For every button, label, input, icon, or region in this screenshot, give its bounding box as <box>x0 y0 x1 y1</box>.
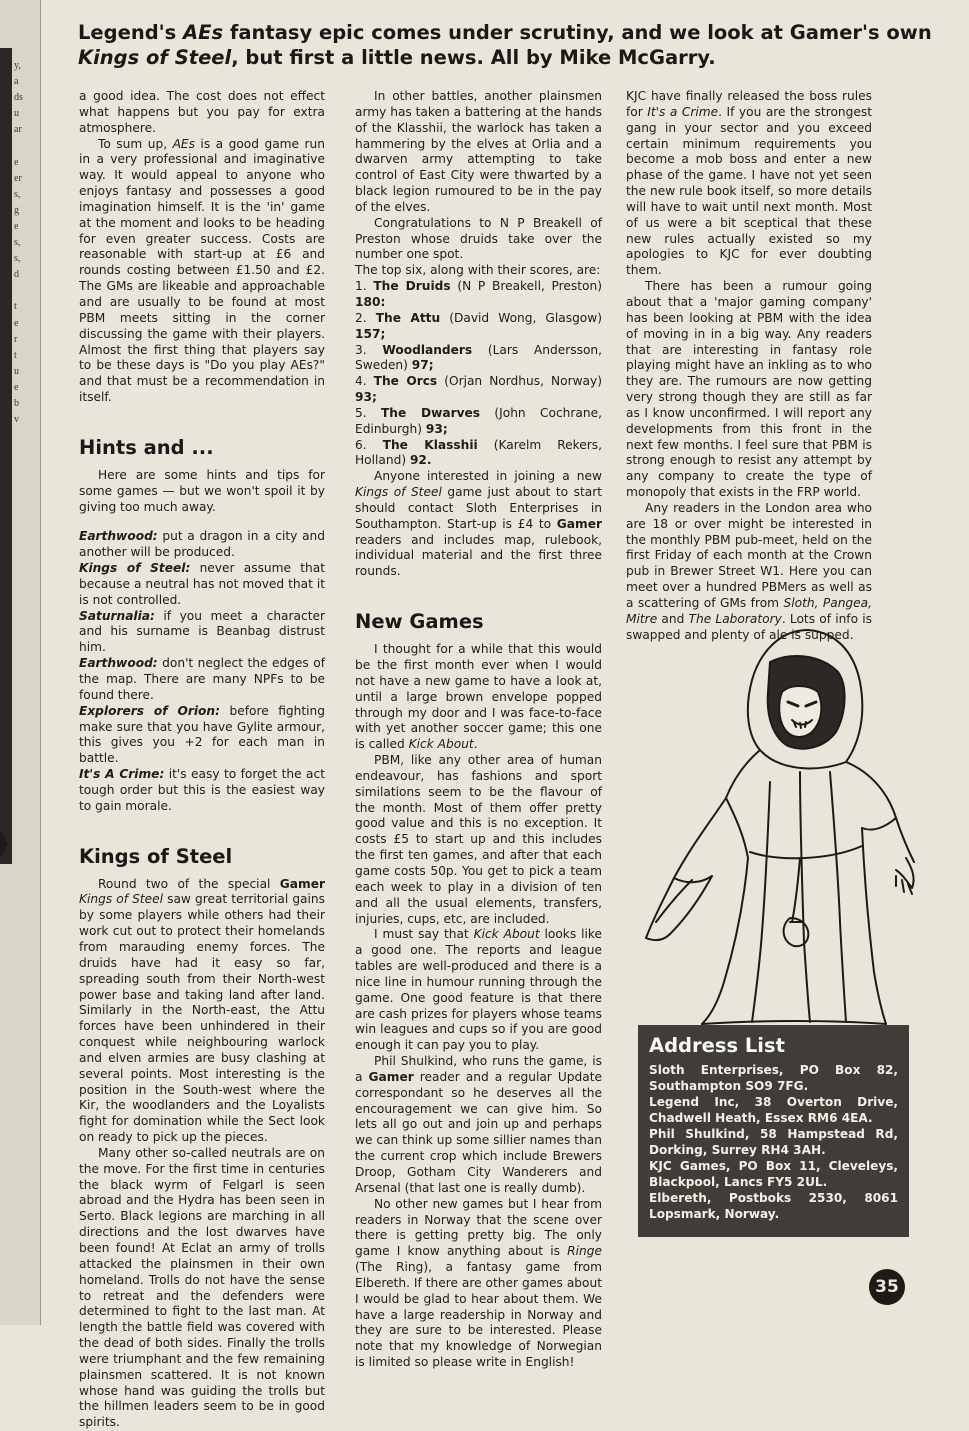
text-run: and <box>657 611 689 626</box>
score-list-item <box>355 438 602 470</box>
text-run: KJC have finally released the boss rules for <box>626 89 872 119</box>
hooded-figure-illustration <box>640 622 920 1026</box>
text-run: There has been a rumour going about that a 'major gaming company' has been looking at PBM with the idea of moving in in a big way. Any readers that are interesting in fantasy role playing might have an inkling as to who they are. The rumours are now getting very strong though they are still as far as I know unconfirmed. I will report any developments from this front in the next few months. I feel sure that PBM is strong enough to resist any attempt by any company to create the type of monopoly that exists in the FRP world. <box>626 279 872 500</box>
text-run: Any readers in the London area who are 18 or over might be interested in the monthly PBM pub-meet, held on the first Friday of each month at the Crown pub in Brewer Street W1. Here you can meet over a hundred PBMers as well as a scattering of GMs from <box>626 500 872 610</box>
address-entry: Phil Shulkind, 58 Hampstead Rd, Dorking, Surrey RH4 3AH. <box>649 1127 898 1157</box>
text-run: AEs <box>172 136 195 151</box>
score-list-item <box>355 311 602 343</box>
text-run: looks like a good one. The reports and league tables are well-produced and there is a nice line in humour running through the game. One good feature is that there are cash prizes for players whose teams win leagues and cups so if you are good enough it can pay you to play. <box>355 927 602 1053</box>
text-run: The Druids <box>373 279 451 294</box>
text-run: Kick About <box>473 927 540 942</box>
text-run: before fighting make sure that you have Gylite armour, this gives you +2 for each man in battle. <box>79 703 325 766</box>
text-run: put a dragon in a city and another will be produced. <box>79 529 325 560</box>
text-run: Gamer <box>368 1069 414 1084</box>
text-run: 6. <box>355 437 383 452</box>
facing-page-letter: e <box>14 381 19 393</box>
facing-page-letter: g <box>14 204 19 216</box>
section-heading: New Games <box>355 610 484 634</box>
facing-page-letter: ds <box>14 92 23 104</box>
text-run: The Attu <box>375 310 441 325</box>
text-run: Anyone interested in joining a new <box>374 469 602 484</box>
facing-page-letter: u <box>14 365 19 377</box>
column-left <box>79 89 325 1431</box>
paragraph <box>79 877 325 1146</box>
section-heading: Kings of Steel <box>79 844 233 868</box>
text-run: 5. <box>355 405 381 420</box>
text-run: 97; <box>411 358 434 373</box>
text-run: a good idea. The cost does not effect what happens but you pay for extra atmosphere. <box>79 89 325 135</box>
address-entry: Sloth Enterprises, PO Box 82, Southampton SO9 7FG. <box>649 1063 898 1093</box>
facing-page-letter: a <box>14 76 19 88</box>
text-run: Kings of Steel <box>78 46 232 69</box>
facing-page-letter: r <box>14 333 18 345</box>
text-run: (David Wong, Glasgow) <box>440 310 602 325</box>
text-run: 93; <box>355 390 377 405</box>
text-run: To sum up, <box>98 136 173 151</box>
facing-page-letter: e <box>14 317 19 329</box>
address-entry: KJC Games, PO Box 11, Cleveleys, Blackpool, Lancs FY5 2UL. <box>649 1159 898 1189</box>
text-run: Saturnalia: <box>79 608 155 623</box>
facing-page-letter: t <box>14 301 17 313</box>
text-run: I thought for a while that this would be the first month ever when I would not have a new game to have a look at, until a large brown envelope popped through my door and I was face-to-face with yet another soccer game; this one is called <box>355 642 602 752</box>
text-run: Explorers of Orion: <box>79 703 220 718</box>
facing-page-letter: e <box>14 220 19 232</box>
text-run: game just about to start should contact Sloth Enterprises in Southampton. Start-up is £4 to <box>355 485 602 531</box>
paragraph <box>355 753 602 927</box>
facing-page-text-fragments <box>1 58 27 428</box>
text-run: (N P Breakell, Preston) <box>450 279 602 294</box>
facing-page-letter: y, <box>14 60 21 71</box>
facing-page-letter: s, <box>14 237 21 249</box>
facing-page-letter: e <box>14 156 19 168</box>
text-run: (John Cochrane, Edinburgh) <box>355 405 602 436</box>
text-run: it's easy to forget the act tough order but this is the easiest way to gain morale. <box>79 767 325 813</box>
paragraph <box>355 263 602 279</box>
facing-page-letter: ar <box>14 124 22 136</box>
address-entry: Legend Inc, 38 Overton Drive, Chadwell Heath, Essex RM6 4EA. <box>649 1095 898 1125</box>
text-run: No other new games but I hear from readers in Norway that the scene over there is getting pretty big. The only game I know anything about is <box>355 1196 602 1259</box>
text-run: Round two of the special <box>98 876 280 891</box>
text-run: It's A Crime: <box>79 767 165 782</box>
paragraph <box>355 1054 602 1197</box>
facing-page-letter: b <box>14 397 19 409</box>
text-run: (The Ring), a fantasy game from Elbereth. If there are other games about I would be glad to hear about them. We have a large readership in Norway and they are sure to be interested. Please note that my knowledge of Norwegian is limited so please write in English! <box>355 1260 602 1370</box>
facing-page-letter: er <box>14 172 22 184</box>
text-run: is a good game run in a very professional and imaginative way. It would appeal to anyone who enjoys fantasy and possesses a good imagination himself. It is the 'in' game at the moment and looks to be heading for even greater success. Costs are reasonable with start-up at £6 and rounds costing between £1.50 and £2. The GMs are likeable and approachable and are usually to be found at most PBM meets sitting in the corner discussing the game with their players. Almost the first thing that players say to be these days is "Do you play AEs?" and that must be a recommendation in itself. <box>79 136 325 405</box>
facing-page-letter: t <box>14 349 17 361</box>
text-run: 92. <box>409 453 432 468</box>
text-run: PBM, like any other area of human endeavour, has fashions and sport similations seem to be the flavour of the month. Most of them offer pretty good value and this is no exception. It costs £5 to start up and this includes the first ten games, and after that each game costs 50p. You get to pick a team each week to play in a division of ten and all the usual elements, transfers, injuries, cups, etc, are included. <box>355 753 602 926</box>
text-run: Kings of Steel <box>355 485 442 500</box>
paragraph <box>79 1146 325 1431</box>
text-run: Phil Shulkind, who runs the game, is a <box>355 1054 602 1084</box>
facing-page-letter: v <box>14 414 19 426</box>
text-run: 3. <box>355 342 383 357</box>
text-run: 4. <box>355 374 374 389</box>
text-run: reader and a regular Update correspondant so he deserves all the encouragement we can give him. So lets all go out and join up and perhaps we can think up some sillier names than the current crop which include Brewers Droop, Gotham City Wanderers and Arsenal (that last one is really dumb). <box>355 1069 602 1195</box>
facing-page-letter <box>1 138 27 154</box>
paragraph <box>355 469 602 580</box>
text-run: Earthwood: <box>79 529 158 544</box>
text-run: 157; <box>355 326 386 341</box>
page-number: 35 <box>869 1269 905 1305</box>
address-entry: Elbereth, Postboks 2530, 8061 Lopsmark, Norway. <box>649 1191 898 1221</box>
column-middle <box>355 89 602 1371</box>
text-run: It's a Crime <box>647 104 719 119</box>
hint-item <box>79 529 325 561</box>
text-run: Congratulations to N P Breakell of Preston whose druids take over the number one spot. <box>355 215 602 262</box>
score-list-item <box>355 374 602 406</box>
text-run: (Karelm Rekers, Holland) <box>355 437 602 468</box>
text-run: Kings of Steel <box>79 892 164 907</box>
text-run: Ringe <box>567 1244 602 1259</box>
facing-page-letter: s, <box>14 188 21 200</box>
paragraph <box>355 89 602 216</box>
text-run: I must say that <box>374 927 474 942</box>
text-run: 2. <box>355 310 376 325</box>
facing-page-letter <box>1 283 27 299</box>
text-run: Gamer <box>279 876 325 891</box>
text-run: Kings of Steel: <box>79 561 191 576</box>
facing-page-letter: s, <box>14 253 21 265</box>
text-run: . Lots of info is swapped and plenty of ale is supped. <box>626 611 872 642</box>
article-headline <box>78 20 938 70</box>
text-run: , but first a little news. All by Mike McGarry. <box>231 46 716 69</box>
text-run: The Laboratory <box>688 611 782 626</box>
text-run: The Klasshii <box>382 437 478 452</box>
paragraph <box>79 468 325 516</box>
facing-page-arrow-mark <box>0 830 8 858</box>
hint-item <box>79 704 325 767</box>
text-run: fantasy epic comes under scrutiny, and we look at Gamer's own <box>223 21 932 44</box>
text-run: 180: <box>355 294 386 309</box>
text-run: The Dwarves <box>380 405 481 420</box>
text-run: Many other so-called neutrals are on the move. For the first time in centuries the black wyrm of Felgarl is seen abroad and the Hydra has been seen in Serto. Black legions are marching in all directions and the lost dwarves have been found! At Eclat an army of trolls attacked the plainsmen in their own homeland. Trolls do not have the sense to retreat and the defenders were determined to fight to the last man. At length the battle field was covered with the dead of both sides. Finally the trolls were triumphant and the few remaining plainsmen scattered. It is not known whose hand was guiding the trolls but the hillmen leaders seem to be in good spirits. <box>79 1145 325 1430</box>
text-run: (Lars Andersson, Sweden) <box>355 342 602 373</box>
spacer <box>79 515 325 529</box>
column-right <box>626 89 872 644</box>
text-run: don't neglect the edges of the map. There are many NPFs to be found there. <box>79 656 325 702</box>
text-run: 1. <box>355 279 374 294</box>
paragraph <box>355 642 602 753</box>
text-run: readers and includes map, rulebook, individual material and the first three rounds. <box>355 532 602 579</box>
text-run: The top six, along with their scores, are: <box>355 263 601 278</box>
score-list-item <box>355 279 602 311</box>
paragraph <box>355 216 602 264</box>
text-run: Earthwood: <box>79 656 158 671</box>
text-run: Sloth, Pangea, Mitre <box>626 596 872 626</box>
text-run: . If you are the strongest gang in your sector and you exceed certain minimum requirements you become a mob boss and enter a new phase of the game. I have not yet seen the new rule book itself, so more details will have to wait until next month. Most of us were a bit sceptical that these new rules actually existed so my apologies to KJC for ever doubting them. <box>626 104 872 278</box>
facing-page-letter: d <box>14 269 19 281</box>
address-list-box <box>638 1025 909 1237</box>
hint-item <box>79 561 325 609</box>
address-entries <box>649 1062 898 1222</box>
text-run: Gamer <box>556 516 602 531</box>
text-run: Woodlanders <box>382 342 473 357</box>
text-run: . <box>473 737 478 752</box>
text-run: never assume that because a neutral has not moved that it is not controlled. <box>79 561 325 607</box>
paragraph <box>355 1197 602 1371</box>
section-heading: Hints and ... <box>79 435 214 459</box>
text-run: 93; <box>425 421 448 436</box>
paragraph <box>626 89 872 279</box>
hint-item <box>79 609 325 657</box>
text-run: (Orjan Nordhus, Norway) <box>437 374 602 389</box>
paragraph <box>626 279 872 501</box>
text-run: Kick About <box>408 737 474 752</box>
hint-item <box>79 767 325 815</box>
address-list-title: Address List <box>649 1034 785 1057</box>
paragraph <box>79 137 325 406</box>
paragraph <box>355 927 602 1054</box>
text-run: if you meet a character and his surname is Beanbag distrust him. <box>79 608 325 655</box>
facing-page-letter: u <box>14 108 19 120</box>
score-list-item <box>355 406 602 438</box>
score-list-item <box>355 343 602 375</box>
text-run: Legend's <box>78 21 184 44</box>
text-run: The Orcs <box>373 374 438 389</box>
text-run: In other battles, another plainsmen army has taken a battering at the hands of the Klasshii, the warlock has taken a hammering by the elves at Orlia and a dwarven army attempting to take control of East City were thwarted by a black legion rumoured to be in the pay of the elves. <box>355 89 602 214</box>
text-run: saw great territorial gains by some players while others had their work cut out to protect their homelands from marauding enemy forces. The druids have had it easy so far, spreading south from their North-west power base and taking land after land. Similarly in the North-east, the Attu forces have been unhindered in their conquest while neighbouring warlock and elven armies are busy clashing at several points. Most interesting is the position in the South-west where the Kir, the woodlanders and the Loyalists fight for domination while the Sect look on ready to pick up the pieces. <box>79 892 325 1145</box>
paragraph <box>79 89 325 137</box>
text-run: AEs <box>183 21 224 44</box>
text-run: Here are some hints and tips for some games — but we won't spoil it by giving too much away. <box>79 467 325 514</box>
hint-item <box>79 656 325 704</box>
